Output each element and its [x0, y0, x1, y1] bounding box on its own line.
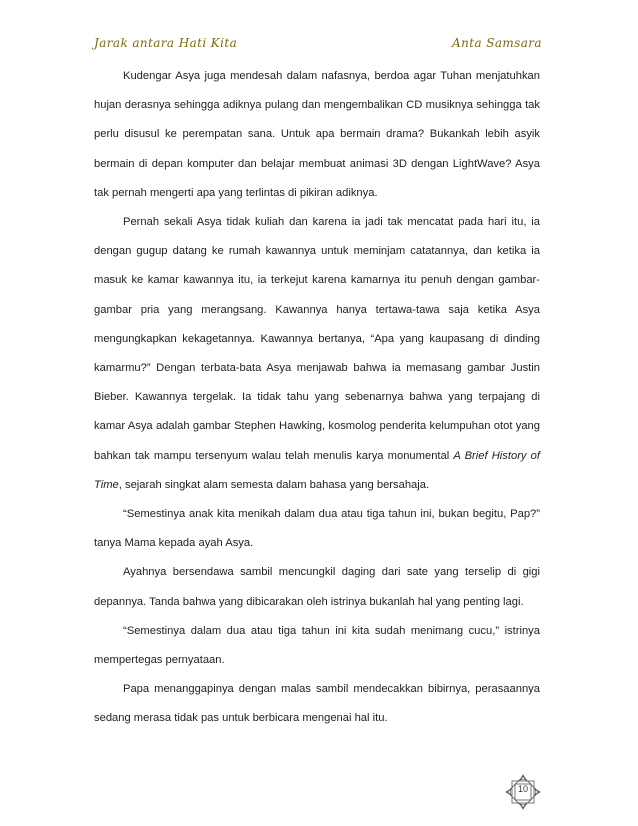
paragraph: “Semestinya dalam dua atau tiga tahun ini kita sudah menimang cucu,” istrinya mempertegas pernyataan. — [94, 624, 540, 667]
paragraph: Ayahnya bersendawa sambil mencungkil daging dari sate yang terselip di gigi depannya. Tanda bahwa yang dibicarakan oleh istrinya bukanlah hal yang penting lagi. — [94, 566, 540, 608]
author-name: Anta Samsara — [452, 36, 542, 50]
paragraph-text: , sejarah singkat alam semesta dalam bahasa yang bersahaja. — [118, 478, 430, 491]
page-header — [94, 36, 542, 56]
book-title-italic: A Brief History of Time — [94, 449, 540, 491]
page-number-ornament — [504, 773, 542, 811]
book-title: Jarak antara Hati Kita — [94, 36, 238, 50]
paragraph: “Semestinya anak kita menikah dalam dua atau tiga tahun ini, bukan begitu, Pap?” tanya Mama kepada ayah Asya. — [94, 508, 540, 550]
page-number: 10 — [517, 784, 528, 794]
paragraph-text: Pernah sekali Asya tidak kuliah dan karena ia jadi tak mencatat pada hari itu, ia dengan gugup datang ke rumah kawannya untuk meminjam catatannya, dan ketika ia masuk ke kamar kawannya itu, ia terkejut karena kamarnya itu penuh dengan gambar-gambar pria yang merangsang. Kawannya hanya tertawa-tawa saja ketika Asya mengungkapkan kekagetannya. Kawannya bertanya, “Apa yang kaupasang di dinding kamarmu?” Dengan terbata-bata Asya menjawab bahwa ia memasang gambar Justin Bieber. Kawannya tergelak. Ia tidak tahu yang sebenarnya bahwa yang terpajang di kamar Asya adalah gambar Stephen Hawking, kosmolog penderita kelumpuhan otot yang bahkan tak mampu tersenyum walau telah menulis karya monumental — [94, 216, 540, 462]
paragraph — [94, 208, 540, 500]
paragraph: Kudengar Asya juga mendesah dalam nafasnya, berdoa agar Tuhan menjatuhkan hujan derasnya sehingga adiknya pulang dan mengembalikan CD musiknya sehingga tak perlu disusul ke perempatan sana. Untuk apa bermain drama? Bukankah lebih asyik bermain di depan komputer dan belajar membuat animasi 3D dengan LightWave? Asya tak pernah mengerti apa yang terlintas di pikiran adiknya. — [94, 70, 540, 199]
body-text — [94, 62, 540, 734]
paragraph: Papa menanggapinya dengan malas sambil mendecakkan bibirnya, perasaannya sedang merasa tidak pas untuk berbicara mengenai hal itu. — [94, 683, 540, 725]
